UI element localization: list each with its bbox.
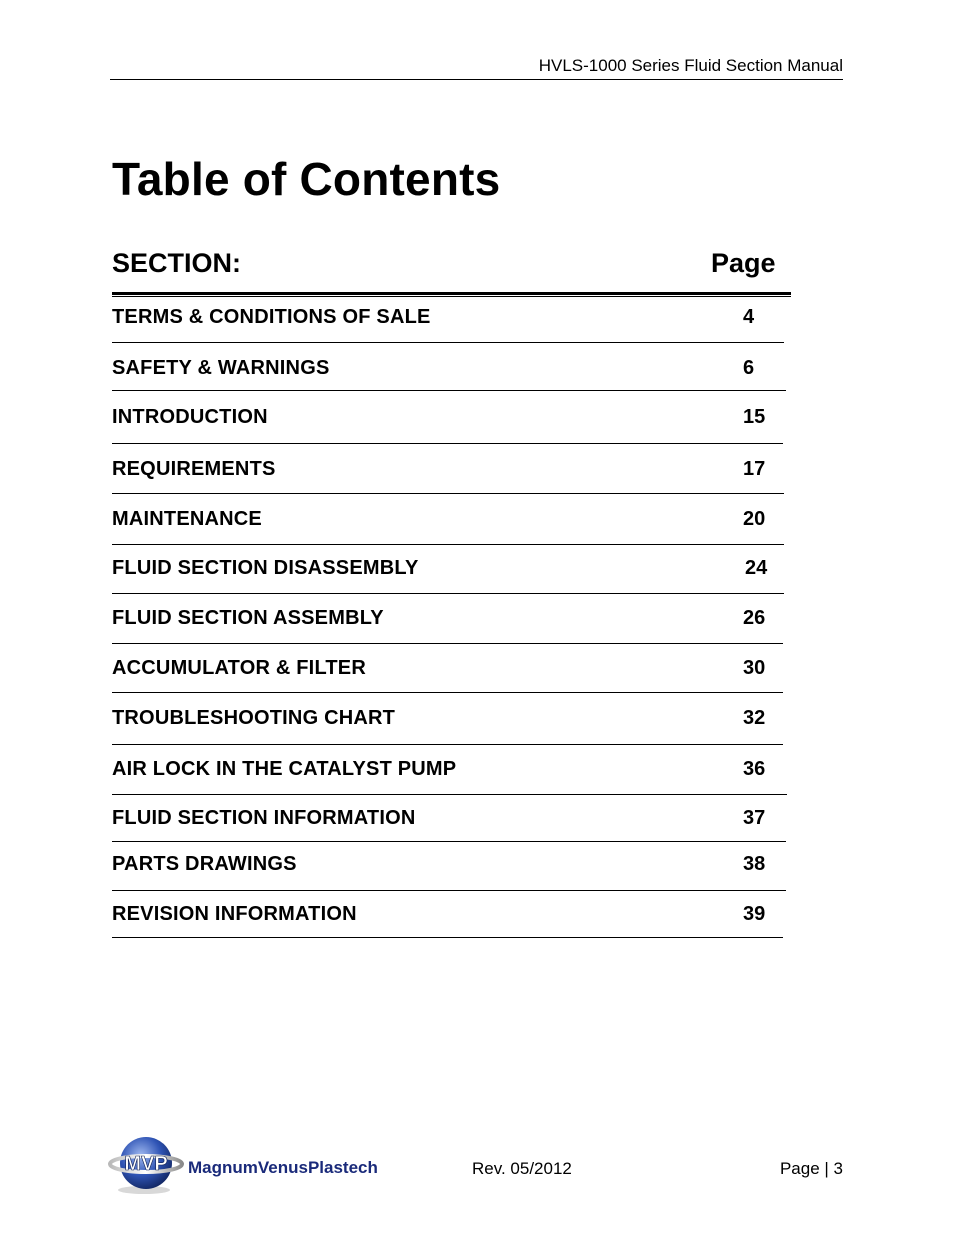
toc-row[interactable] xyxy=(112,298,784,343)
page-column-header: Page xyxy=(711,248,776,278)
revision-date: Rev. 05/2012 xyxy=(472,1159,572,1178)
toc-label: AIR LOCK IN THE CATALYST PUMP xyxy=(112,758,457,780)
toc-row[interactable] xyxy=(112,391,783,444)
toc-row[interactable] xyxy=(112,594,783,644)
toc-label: PARTS DRAWINGS xyxy=(112,853,297,875)
toc-row[interactable] xyxy=(112,444,784,494)
toc-label: FLUID SECTION DISASSEMBLY xyxy=(112,557,419,579)
toc-row[interactable] xyxy=(112,795,786,842)
page-title: Table of Contents xyxy=(112,153,501,205)
toc-page-number: 36 xyxy=(743,758,766,780)
toc-label: TROUBLESHOOTING CHART xyxy=(112,707,396,729)
manual-title: HVLS-1000 Series Fluid Section Manual xyxy=(538,56,843,75)
toc-label: FLUID SECTION ASSEMBLY xyxy=(112,607,384,629)
toc-row[interactable] xyxy=(112,545,784,594)
logo-text: MagnumVenusPlastech xyxy=(188,1158,378,1177)
page-number: Page | 3 xyxy=(779,1159,843,1178)
running-header xyxy=(110,56,843,80)
toc-label: FLUID SECTION INFORMATION xyxy=(112,807,416,829)
company-logo xyxy=(108,1134,398,1196)
toc-page-number: 6 xyxy=(743,357,755,379)
toc-label: MAINTENANCE xyxy=(112,508,262,530)
toc-page-number: 4 xyxy=(743,306,755,328)
toc-page-number: 26 xyxy=(743,607,766,629)
toc-row[interactable] xyxy=(112,494,784,545)
toc-row[interactable] xyxy=(112,891,783,938)
toc-page-number: 39 xyxy=(743,903,766,925)
toc-label: INTRODUCTION xyxy=(112,406,268,428)
toc-label: REQUIREMENTS xyxy=(112,458,276,480)
toc-row[interactable] xyxy=(112,842,786,891)
toc-row[interactable] xyxy=(112,644,783,693)
toc-page-number: 15 xyxy=(743,406,766,428)
toc-page-number: 17 xyxy=(743,458,766,480)
toc-page-number: 37 xyxy=(743,807,766,829)
toc-row[interactable] xyxy=(112,343,786,391)
toc-label: ACCUMULATOR & FILTER xyxy=(112,657,366,679)
toc-label: SAFETY & WARNINGS xyxy=(112,357,330,379)
toc-row[interactable] xyxy=(112,693,783,745)
toc-label: TERMS & CONDITIONS OF SALE xyxy=(112,306,431,328)
toc-page-number: 32 xyxy=(743,707,766,729)
toc-page-number: 30 xyxy=(743,657,766,679)
header-rule xyxy=(112,292,791,297)
toc-label: REVISION INFORMATION xyxy=(112,903,357,925)
toc-page-number: 20 xyxy=(743,508,766,530)
toc-row[interactable] xyxy=(112,745,787,795)
section-column-header: SECTION: xyxy=(112,248,242,278)
logo-mark: MVP xyxy=(124,1153,168,1175)
toc-page-number: 24 xyxy=(745,557,768,579)
toc-page-number: 38 xyxy=(743,853,766,875)
